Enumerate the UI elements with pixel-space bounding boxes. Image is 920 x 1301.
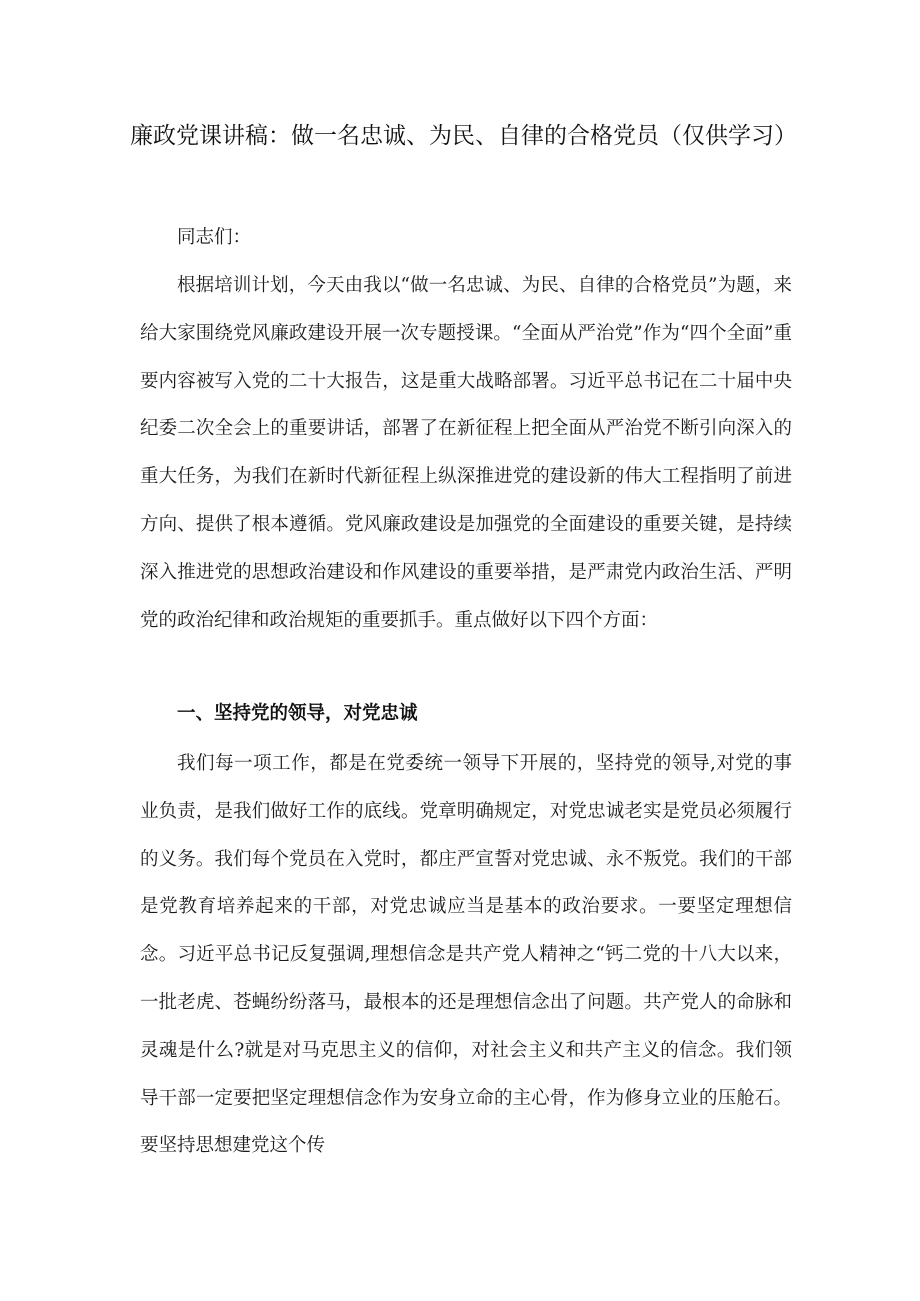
section-heading: 一、坚持党的领导，对党忠诚 [177, 703, 418, 724]
document-title: 廉政党课讲稿：做一名忠诚、为民、自律的合格党员（仅供学习） [130, 123, 797, 149]
intro-paragraph: 根据培训计划，今天由我以“做一名忠诚、为民、自律的合格党员”为题，来给大家围绕党风廉政建设开展一次专题授课。“全面从严治党”作为“四个全面”重要内容被写入党的二十大报告，这是重大战略部署。习近平总书记在二十届中央纪委二次全会上的重要讲话，部署了在新征程上把全面从严治党不断引向深入的重大任务，为我们在新时代新征程上纵深推进党的建设新的伟大工程指明了前进方向、提供了根本遵循。党风廉政建设是加强党的全面建设的重要关键，是持续深入推进党的思想政治建设和作风建设的重要举措，是严肃党内政治生活、严明党的政治纪律和政治规矩的重要抓手。重点做好以下四个方面： [140, 275, 792, 631]
section-paragraph: 我们每一项工作，都是在党委统一领导下开展的，坚持党的领导,对党的事业负责，是我们做好工作的底线。党章明确规定，对党忠诚老实是党员必须履行的义务。我们每个党员在入党时，都庄严宣誓对党忠诚、永不叛党。我们的干部是党教育培养起来的干部，对党忠诚应当是基本的政治要求。一要坚定理想信念。习近平总书记反复强调,理想信念是共产党人精神之“钙二党的十八大以来，一批老虎、苍蝇纷纷落马，最根本的还是理想信念出了问题。共产党人的命脉和灵魂是什么?就是对马克思主义的信仰，对社会主义和共产主义的信念。我们领导干部一定要把坚定理想信念作为安身立命的主心骨，作为修身立业的压舱石。要坚持思想建党这个传 [140, 753, 792, 1157]
greeting: 同志们： [177, 227, 252, 248]
